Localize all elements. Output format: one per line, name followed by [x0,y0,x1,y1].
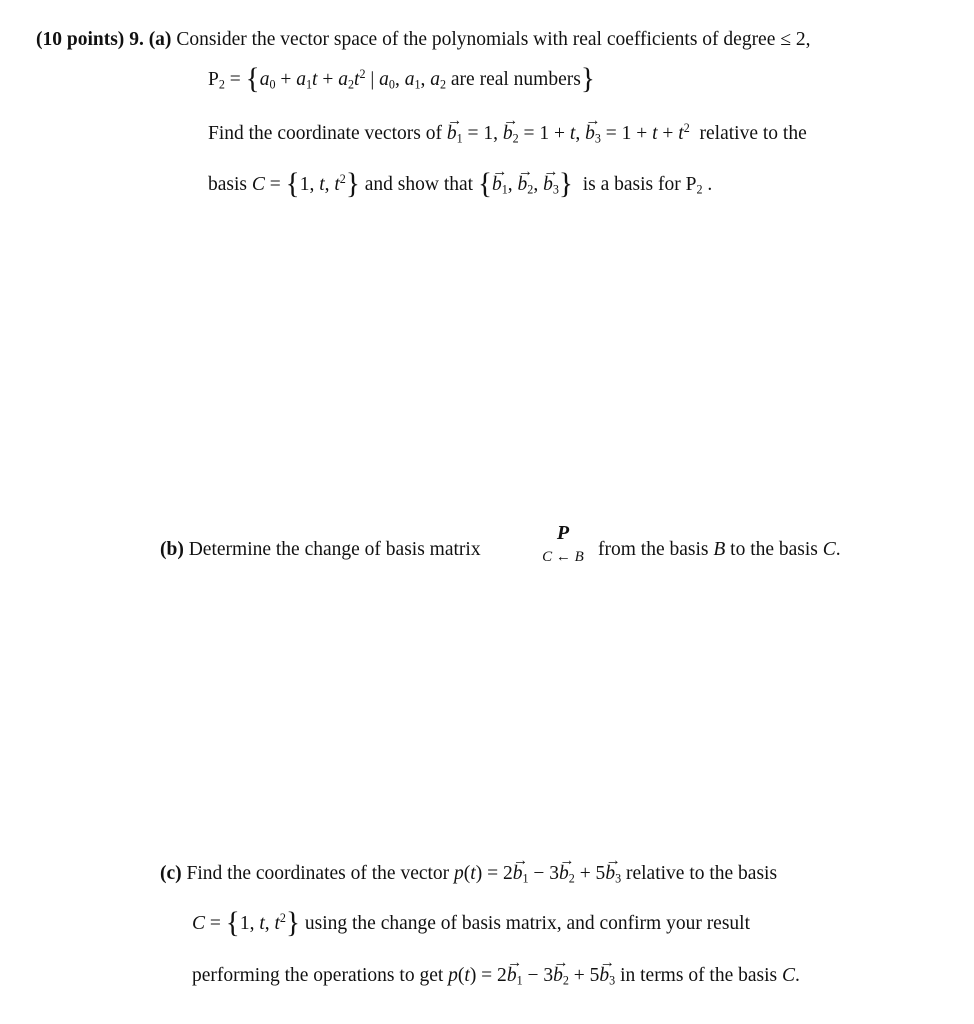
part-b-line-end: from the basis B to the basis C. [598,539,841,560]
show-text: and show that [364,174,474,195]
part-c-line-2: C = {1, t, $t^2$} using the change of basis matrix, and confirm your result [192,906,751,939]
part-c-label: (c) [160,863,182,884]
part-c-terms: in terms of the basis [620,965,778,986]
find-text: Find the coordinate vectors of [208,123,442,144]
basis-text: basis [208,174,247,195]
change-of-basis-symbol: P C ← B [528,522,598,566]
part-a-find-line: Find the coordinate vectors of $b \to_1 = 1$, $b \to_2 = 1 + t$, $b \to_3 = 1 + t + t^2$ relative to the [208,124,807,144]
relative-text: relative to the [699,123,807,144]
part-a-basis-line: basis C = {1, t, $t^2$} and show that {$b \to_1$, $b \to_2$, $b \to_3$} is a basis for $P_2$ . [208,175,712,195]
problem-number: 9. [129,29,144,50]
part-b-label: (b) [160,539,184,560]
problem-header [36,30,810,50]
is-basis-text: is a basis for [582,174,681,195]
part-a-intro: Consider the vector space of the polynomials with real coefficients of degree ≤ 2, [176,29,811,50]
part-c-line-3: performing the operations to get $p(t) = 2b \to_1 - 3b \to_2 + 5b \to_3$ in terms of the basis C. [192,966,800,986]
real-numbers-text: are real numbers [450,69,581,90]
part-c-perform: performing the operations to get [192,965,444,986]
part-b-text: Determine the change of basis matrix [188,539,481,560]
part-c-using: using the change of basis matrix, and confirm your result [304,913,751,934]
part-c-relative: relative to the basis [625,863,778,884]
p2-definition: $P_2 = \{a_0 + a_1t + a_2t^2$ | $a_0$, $a_1$, $a_2$ are real numbers} [208,62,595,95]
part-b-line [160,540,481,560]
part-b-to-text: to the basis [730,539,818,560]
part-c-line-1: (c) Find the coordinates of the vector $p(t) = 2b \to_1 - 3b \to_2 + 5b \to_3$ relative to the basis [160,864,777,884]
part-b-from-text: from the basis [598,539,709,560]
part-c-text: Find the coordinates of the vector [186,863,450,884]
part-a-label: (a) [148,29,172,50]
points-label: (10 points) [36,29,125,50]
change-of-basis-subscript: C ← B [542,549,584,565]
